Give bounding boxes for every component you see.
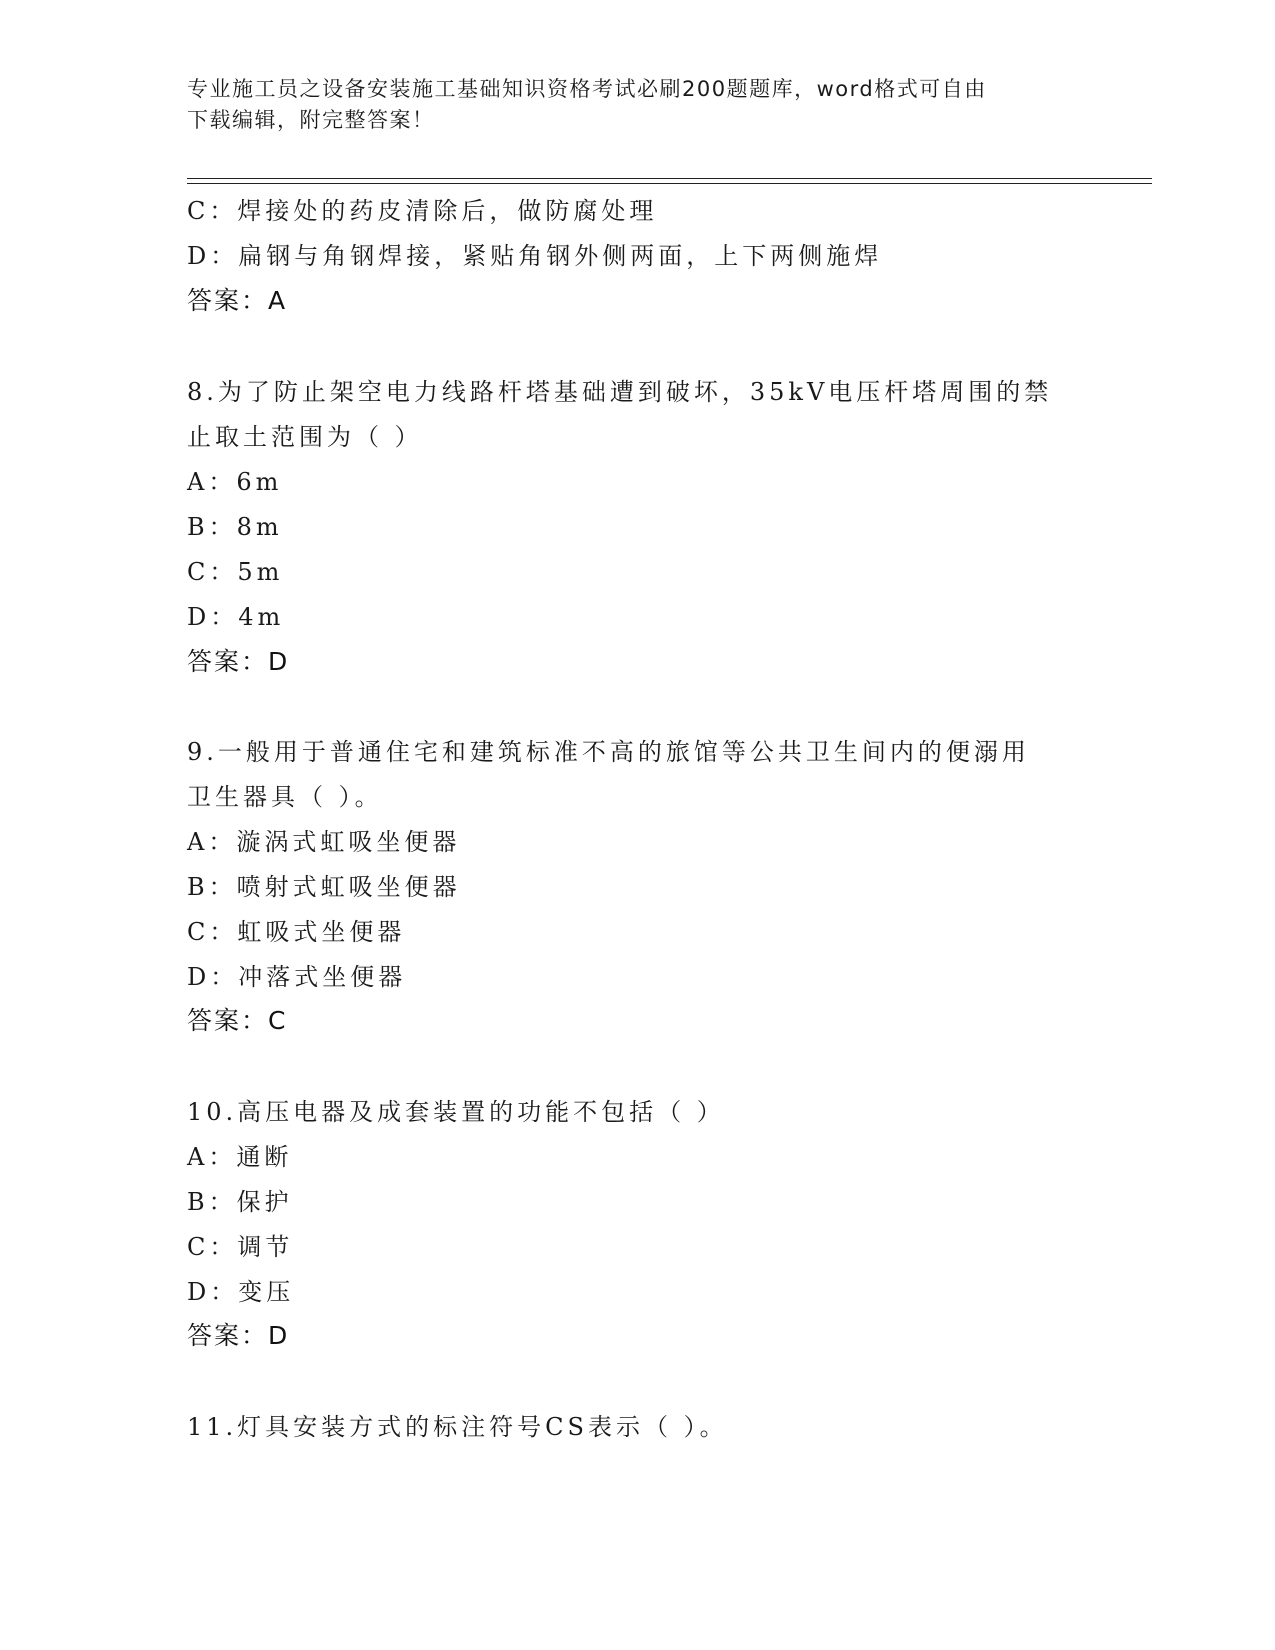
q10-stem-line-1: 10.高压电器及成套装置的功能不包括（ ） [187,1098,725,1126]
q10-option-d: D：变压 [187,1278,295,1306]
header-line-1: 专业施工员之设备安装施工基础知识资格考试必刷200题题库，word格式可自由 [187,77,987,101]
q9-stem-line-1: 9.一般用于普通住宅和建筑标准不高的旅馆等公共卫生间内的便溺用 [187,738,1030,766]
q8-answer: 答案：D [187,647,290,676]
q10-option-b: B：保护 [187,1188,293,1216]
q9-stem-line-2: 卫生器具（ ）。 [187,783,383,811]
document-header [187,74,1067,136]
q9-option-a: A：漩涡式虹吸坐便器 [187,828,461,856]
q8-stem-line-1: 8.为了防止架空电力线路杆塔基础遭到破坏，35kV电压杆塔周围的禁 [187,378,1053,406]
q10-answer: 答案：D [187,1321,290,1350]
q9-option-d: D：冲落式坐便器 [187,963,407,991]
q11-stem-line-1: 11.灯具安装方式的标注符号CS表示（ ）。 [187,1413,728,1441]
q8-option-b: B：8m [187,513,283,541]
q8-option-d: D：4m [187,603,285,631]
q10-option-c: C：调节 [187,1233,294,1261]
q7-answer: 答案：A [187,286,288,315]
q7-option-c: C：焊接处的药皮清除后，做防腐处理 [187,197,658,225]
q7-option-d: D：扁钢与角钢焊接，紧贴角钢外侧两面，上下两侧施焊 [187,242,883,270]
q8-stem-line-2: 止取土范围为（ ） [187,423,423,451]
q8-option-c: C：5m [187,558,284,586]
q9-answer: 答案：C [187,1006,288,1035]
q8-option-a: A：6m [187,468,283,496]
header-line-2: 下载编辑，附完整答案！ [187,108,435,132]
q9-option-c: C：虹吸式坐便器 [187,918,406,946]
header-divider-top [187,178,1152,179]
q9-option-b: B：喷射式虹吸坐便器 [187,873,461,901]
header-divider-bottom [187,183,1152,184]
q10-option-a: A：通断 [187,1143,293,1171]
